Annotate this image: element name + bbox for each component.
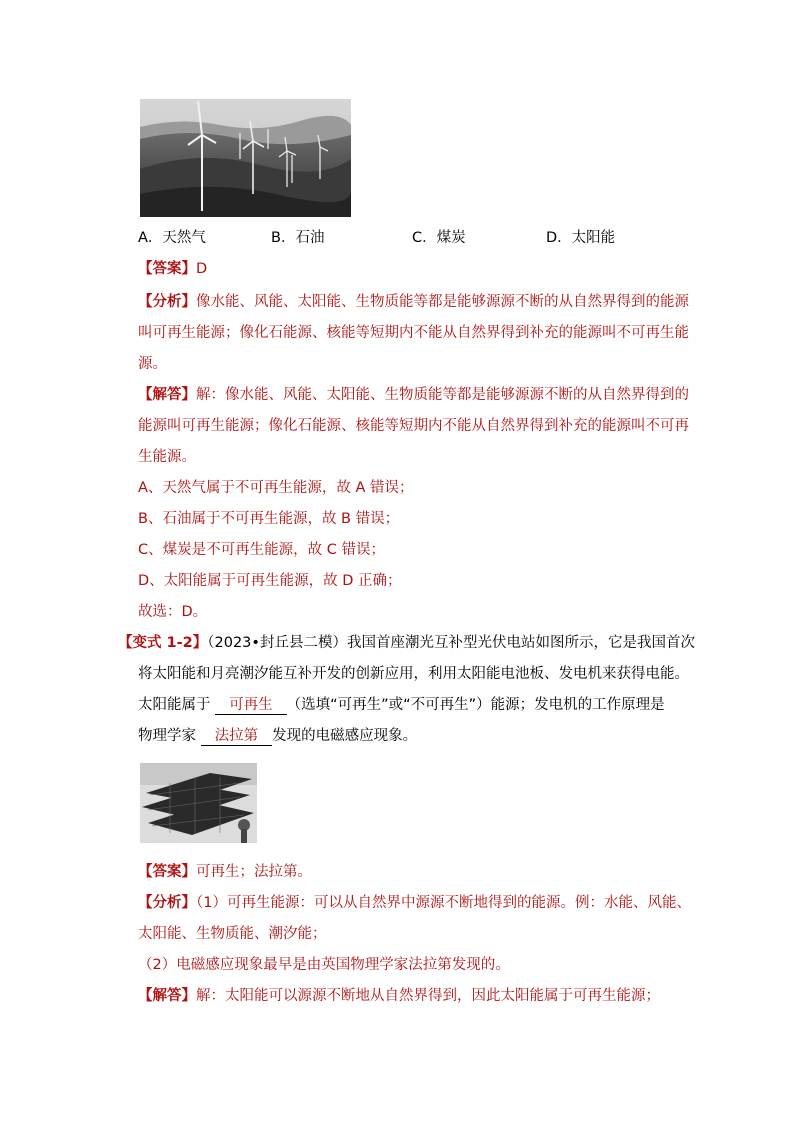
option-text: 天然气 <box>162 230 206 246</box>
option-text: 太阳能 <box>571 230 616 246</box>
q2-stem-line-4 <box>138 726 417 746</box>
stem-text: 太阳能属于 <box>138 697 211 713</box>
solution-tag: 【解答】 <box>138 387 196 403</box>
answer-blank-1: 可再生 <box>215 696 287 715</box>
answer-blank-2: 法拉第 <box>201 727 273 746</box>
option-letter: C． <box>412 230 437 246</box>
option-letter: B． <box>271 230 296 246</box>
q1-solution-line-6: C、煤炭是不可再生能源，故 C 错误； <box>138 542 385 558</box>
q1-analysis-line-2: 叫可再生能源；像化石能源、核能等短期内不能从自然界得到补充的能源叫不可再生能 <box>138 325 689 341</box>
q1-analysis-line-1 <box>138 292 689 312</box>
analysis-text: （1）可再生能源：可以从自然界中源源不断地得到的能源。例：水能、风能、 <box>196 895 691 911</box>
q2-stem-line-2: 将太阳能和月亮潮汐能互补开发的创新应用，利用太阳能电池板、发电机来获得电能。 <box>138 666 689 682</box>
answer-tag: 【答案】 <box>138 261 196 277</box>
q2-analysis-line-1 <box>138 893 691 913</box>
solution-text: 解：像水能、风能、太阳能、生物质能等都是能够源源不断的从自然界得到的 <box>196 387 689 403</box>
stem-text: 物理学家 <box>138 728 196 744</box>
solution-tag: 【解答】 <box>138 988 196 1004</box>
solution-text: 解：太阳能可以源源不断地从自然界得到，因此太阳能属于可再生能源； <box>196 988 660 1004</box>
option-text: 煤炭 <box>436 230 466 246</box>
q1-analysis-line-3: 源。 <box>138 356 167 372</box>
q1-solution-line-7: D、太阳能属于可再生能源，故 D 正确； <box>138 573 402 589</box>
stem-text: 我国首座潮光互补型光伏电站如图所示，它是我国首次 <box>346 635 695 651</box>
option-c <box>412 228 466 248</box>
q2-analysis-line-3: （2）电磁感应现象最早是由英国物理学家法拉第发现的。 <box>138 957 510 973</box>
option-letter: D． <box>546 230 572 246</box>
q1-answer <box>138 259 207 279</box>
q1-solution-line-2: 能源叫可再生能源；像化石能源、核能等短期内不能从自然界得到补充的能源叫不可再 <box>138 418 689 434</box>
variant-tag: 【变式 1-2】 <box>118 635 208 651</box>
stem-text: （选填“可再生”或“不可再生”）能源；发电机的工作原理是 <box>286 697 665 713</box>
q1-solution-line-5: B、石油属于不可再生能源，故 B 错误； <box>138 511 400 527</box>
wind-turbine-photo <box>140 99 351 217</box>
q1-solution-line-8: 故选：D。 <box>138 604 208 620</box>
answer-text: D <box>196 261 208 277</box>
answer-tag: 【答案】 <box>138 864 196 880</box>
question-source: （2023•封丘县二模） <box>207 635 347 651</box>
option-a <box>138 228 206 248</box>
q1-solution-line-1 <box>138 385 689 405</box>
solar-panel-photo <box>140 763 257 843</box>
option-b <box>271 228 324 248</box>
stem-text: 发现的电磁感应现象。 <box>272 728 418 744</box>
q2-answer <box>138 862 312 882</box>
option-letter: A． <box>138 230 163 246</box>
analysis-tag: 【分析】 <box>138 294 196 310</box>
q2-solution-line-1 <box>138 986 660 1006</box>
q2-analysis-line-2: 太阳能、生物质能、潮汐能； <box>138 926 327 942</box>
q1-solution-line-3: 生能源。 <box>138 449 196 465</box>
option-d <box>546 228 615 248</box>
analysis-text: 像水能、风能、太阳能、生物质能等都是能够源源不断的从自然界得到的能源 <box>196 294 689 310</box>
q1-solution-line-4: A、天然气属于不可再生能源，故 A 错误； <box>138 480 414 496</box>
analysis-tag: 【分析】 <box>138 895 196 911</box>
option-text: 石油 <box>295 230 325 246</box>
q2-stem-line-3 <box>138 695 665 715</box>
q2-stem-line-1 <box>118 633 695 653</box>
answer-text: 可再生；法拉第。 <box>196 864 312 880</box>
